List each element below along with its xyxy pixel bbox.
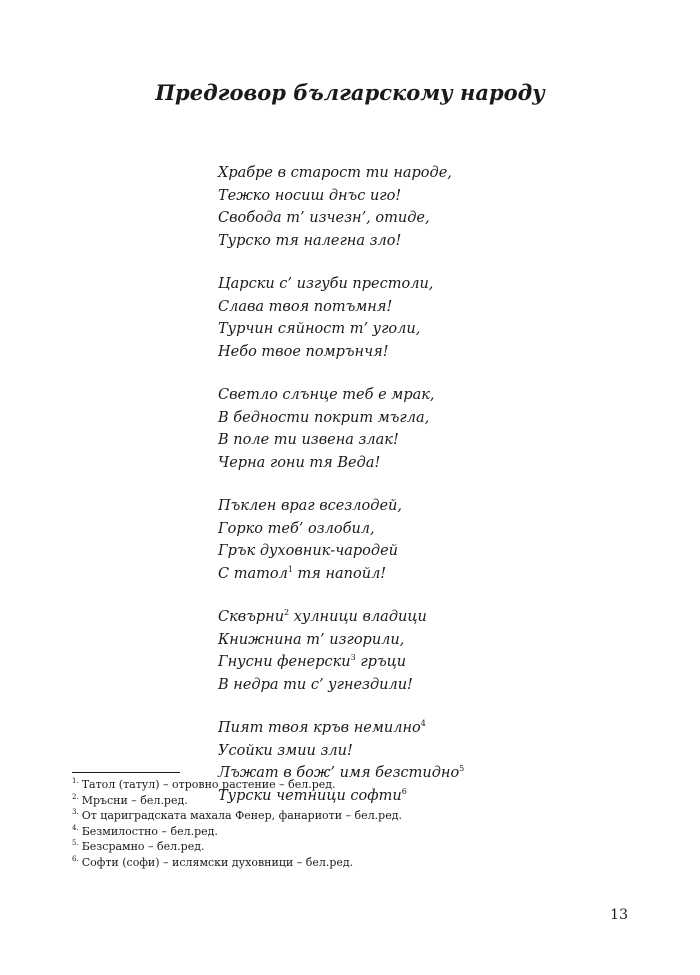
poem-line: Черна гони тя Веда! — [218, 454, 381, 471]
footnote-text: Татол (татул) – отровно растение – бел.ред. — [81, 778, 336, 791]
poem-line — [218, 651, 618, 674]
poem-line: Турчин сяйност т’ уголи, — [218, 321, 421, 337]
poem-line: Светло слънце теб е мрак, — [218, 387, 435, 403]
footnote-ref[interactable]: 6 — [401, 786, 407, 796]
poem-line — [218, 563, 618, 586]
line-text: тя напойл! — [292, 565, 387, 582]
footnote-item — [72, 824, 632, 840]
poem-line: Царски с’ изгуби престоли, — [218, 276, 434, 292]
line-text: Гнусни фенерски — [218, 654, 351, 670]
stanza-2 — [218, 273, 618, 363]
footnote-text: Безмилостно – бел.ред. — [81, 824, 218, 838]
line-text: Пият твоя кръв немилно — [218, 720, 421, 736]
stanza-4 — [218, 495, 618, 585]
footnotes — [72, 777, 632, 870]
stanza-3 — [218, 384, 618, 474]
line-text: хулници владици — [289, 609, 427, 625]
footnote-number: 6. — [72, 854, 79, 863]
footnote-number: 4. — [72, 823, 79, 832]
poem-line: Горко теб’ озлобил, — [218, 520, 375, 537]
poem-line: Турско тя налегна зло! — [218, 232, 402, 249]
poem-line: Грък духовник-чародей — [218, 543, 398, 559]
poem-line: Свобода т’ изчезн’, отиде, — [218, 210, 430, 226]
poem-line: В бедности покрит мъгла, — [218, 409, 430, 426]
poem-line: Пъклен враг всезлодей, — [218, 498, 402, 514]
footnote-number: 1. — [72, 777, 79, 786]
poem-line — [218, 606, 618, 629]
poem-line — [218, 717, 618, 740]
footnote-divider — [72, 772, 180, 773]
footnote-text: Мръсни – бел.ред. — [81, 793, 188, 807]
line-text: гръци — [355, 654, 407, 670]
footnote-text: От цариградската махала Фенер, фанариоти – бел.ред. — [81, 809, 402, 822]
footnote-item — [72, 808, 632, 824]
footnote-number: 5. — [72, 839, 79, 848]
line-text: С татол — [218, 565, 288, 582]
footnote-ref[interactable]: 1 — [287, 564, 293, 574]
page-number: 13 — [610, 907, 628, 923]
footnote-ref[interactable]: 2 — [284, 608, 290, 618]
line-text: Турски четници софти — [218, 787, 402, 804]
footnote-ref[interactable]: 4 — [420, 719, 426, 729]
footnote-ref[interactable]: 3 — [350, 653, 356, 663]
poem — [218, 162, 618, 828]
footnote-number: 2. — [72, 792, 79, 801]
poem-line: Слава твоя потъмня! — [218, 298, 393, 315]
page-title: Предговор българскому народу — [155, 80, 545, 105]
poem-line: В недра ти с’ угнездили! — [218, 676, 413, 693]
stanza-1 — [218, 162, 618, 252]
footnote-text: Софти (софи) – ислямски духовници – бел.ред. — [81, 855, 354, 869]
poem-line: Небо твое помрънчя! — [218, 343, 389, 360]
footnote-item — [72, 855, 632, 871]
footnote-item — [72, 839, 632, 855]
poem-line: Книжнина т’ изгорили, — [218, 631, 405, 648]
footnote-number: 3. — [72, 808, 79, 817]
footnote-item — [72, 777, 632, 793]
footnote-item — [72, 793, 632, 809]
footnote-text: Безсрамно – бел.ред. — [81, 840, 205, 853]
poem-line: Храбре в старост ти народе, — [218, 165, 452, 181]
poem-line: Усойки змии зли! — [218, 742, 353, 759]
line-text: Сквърни — [218, 609, 285, 625]
footnote-ref[interactable]: 5 — [459, 764, 465, 774]
line-text: Лъжат в бож’ имя безстидно — [218, 765, 460, 781]
poem-line: Тежко носиш днъс иго! — [218, 187, 402, 204]
stanza-5 — [218, 606, 618, 696]
poem-line: В поле ти извена злак! — [218, 432, 399, 448]
